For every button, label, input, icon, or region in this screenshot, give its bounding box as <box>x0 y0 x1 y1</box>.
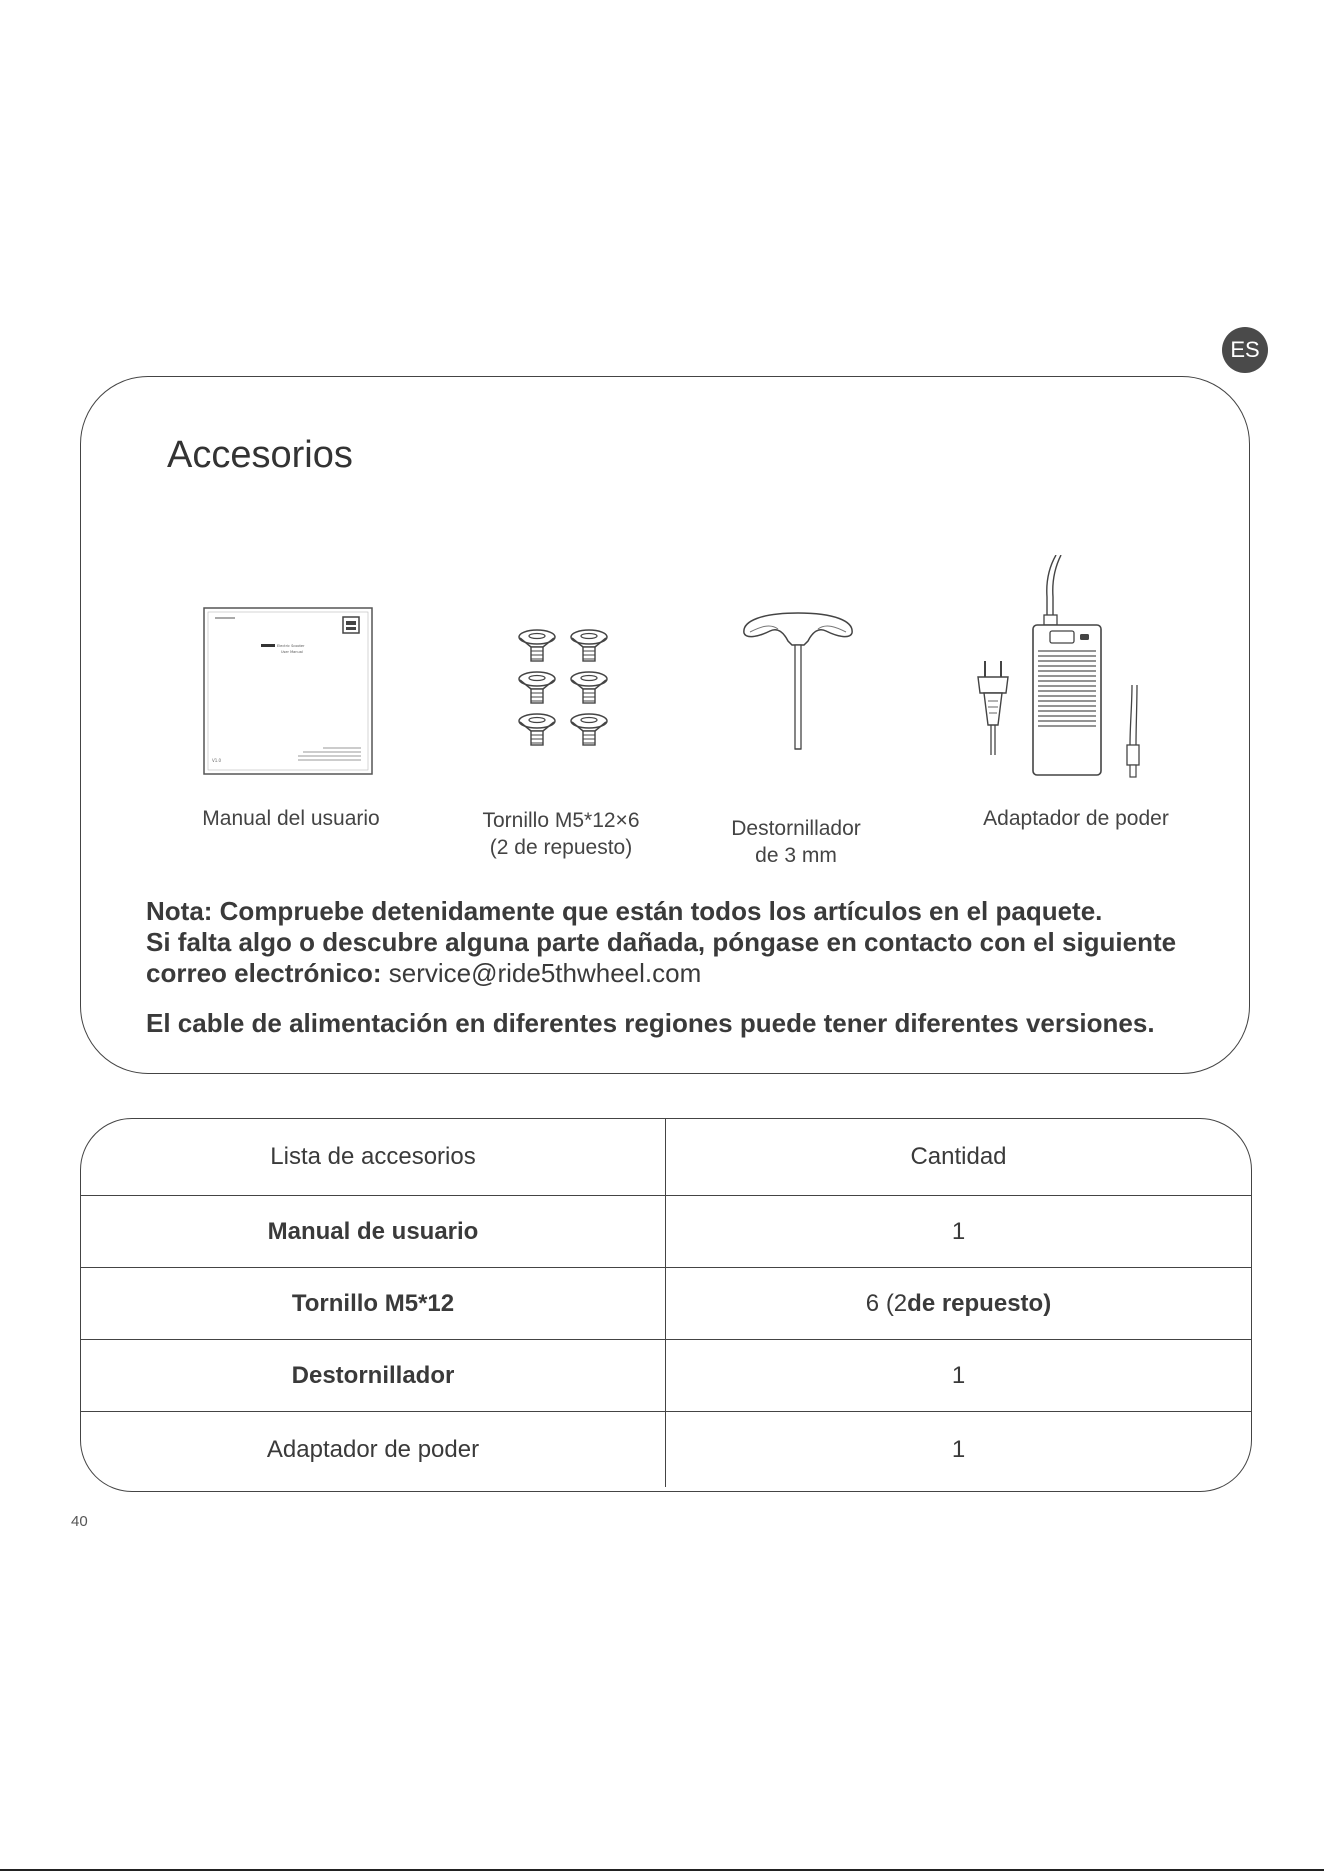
caption-screwdriver-line1: Destornillador <box>731 817 861 840</box>
note-line3-prefix: correo electrónico: <box>146 958 389 988</box>
caption-manual: Manual del usuario <box>202 807 380 830</box>
manual-icon <box>203 607 375 777</box>
caption-screws-line2: (2 de repuesto) <box>489 836 633 859</box>
power-adapter-icon <box>976 555 1166 785</box>
accessories-panel <box>80 376 1250 1074</box>
caption-screws <box>451 807 671 861</box>
note-line1: Nota: Compruebe detenidamente que están todos los artículos en el paquete. <box>146 896 1103 926</box>
table-row <box>81 1411 1251 1487</box>
table-row <box>81 1339 1251 1411</box>
screwdriver-icon <box>738 609 858 759</box>
note-cable-versions: El cable de alimentación en diferentes regiones puede tener diferentes versiones. <box>146 1008 1155 1038</box>
table-cell-quantity: 1 <box>951 1217 966 1245</box>
note-text <box>146 896 1206 989</box>
screws-icon <box>514 627 624 757</box>
table-cell-quantity-number: 6 (2 <box>865 1289 908 1317</box>
table-cell-quantity <box>666 1268 1251 1339</box>
bottom-rule <box>0 1869 1324 1871</box>
page-number: 40 <box>71 1513 88 1530</box>
caption-power-adapter: Adaptador de poder <box>983 807 1169 830</box>
table-header-row <box>81 1119 1251 1195</box>
table-cell-quantity-note: de repuesto) <box>907 1289 1052 1317</box>
manual-version: V1.0 <box>212 758 222 763</box>
table-cell-quantity: 1 <box>951 1361 966 1389</box>
table-cell-item: Adaptador de poder <box>81 1412 666 1487</box>
table-cell-item: Tornillo M5*12 <box>81 1268 666 1339</box>
caption-screws-line1: Tornillo M5*12×6 <box>482 809 640 832</box>
table-header-item: Lista de accesorios <box>81 1119 666 1195</box>
manual-brand-line: Electric Scooter <box>277 644 305 648</box>
table-header-quantity: Cantidad <box>910 1143 1007 1170</box>
manual-sub-line: User Manual <box>281 650 303 654</box>
accessories-table <box>80 1118 1252 1492</box>
page-title: Accesorios <box>167 434 353 476</box>
note-line2: Si falta algo o descubre alguna parte dañada, póngase en contacto con el siguiente <box>146 927 1177 957</box>
table-cell-item: Manual de usuario <box>81 1196 666 1267</box>
caption-screwdriver-line2: de 3 mm <box>755 844 837 867</box>
language-badge: ES <box>1222 327 1268 373</box>
support-email: service@ride5thwheel.com <box>388 958 702 988</box>
caption-screwdriver <box>696 815 896 869</box>
table-cell-quantity: 1 <box>951 1435 966 1463</box>
table-cell-item: Destornillador <box>81 1340 666 1411</box>
table-row <box>81 1195 1251 1267</box>
table-row <box>81 1267 1251 1339</box>
